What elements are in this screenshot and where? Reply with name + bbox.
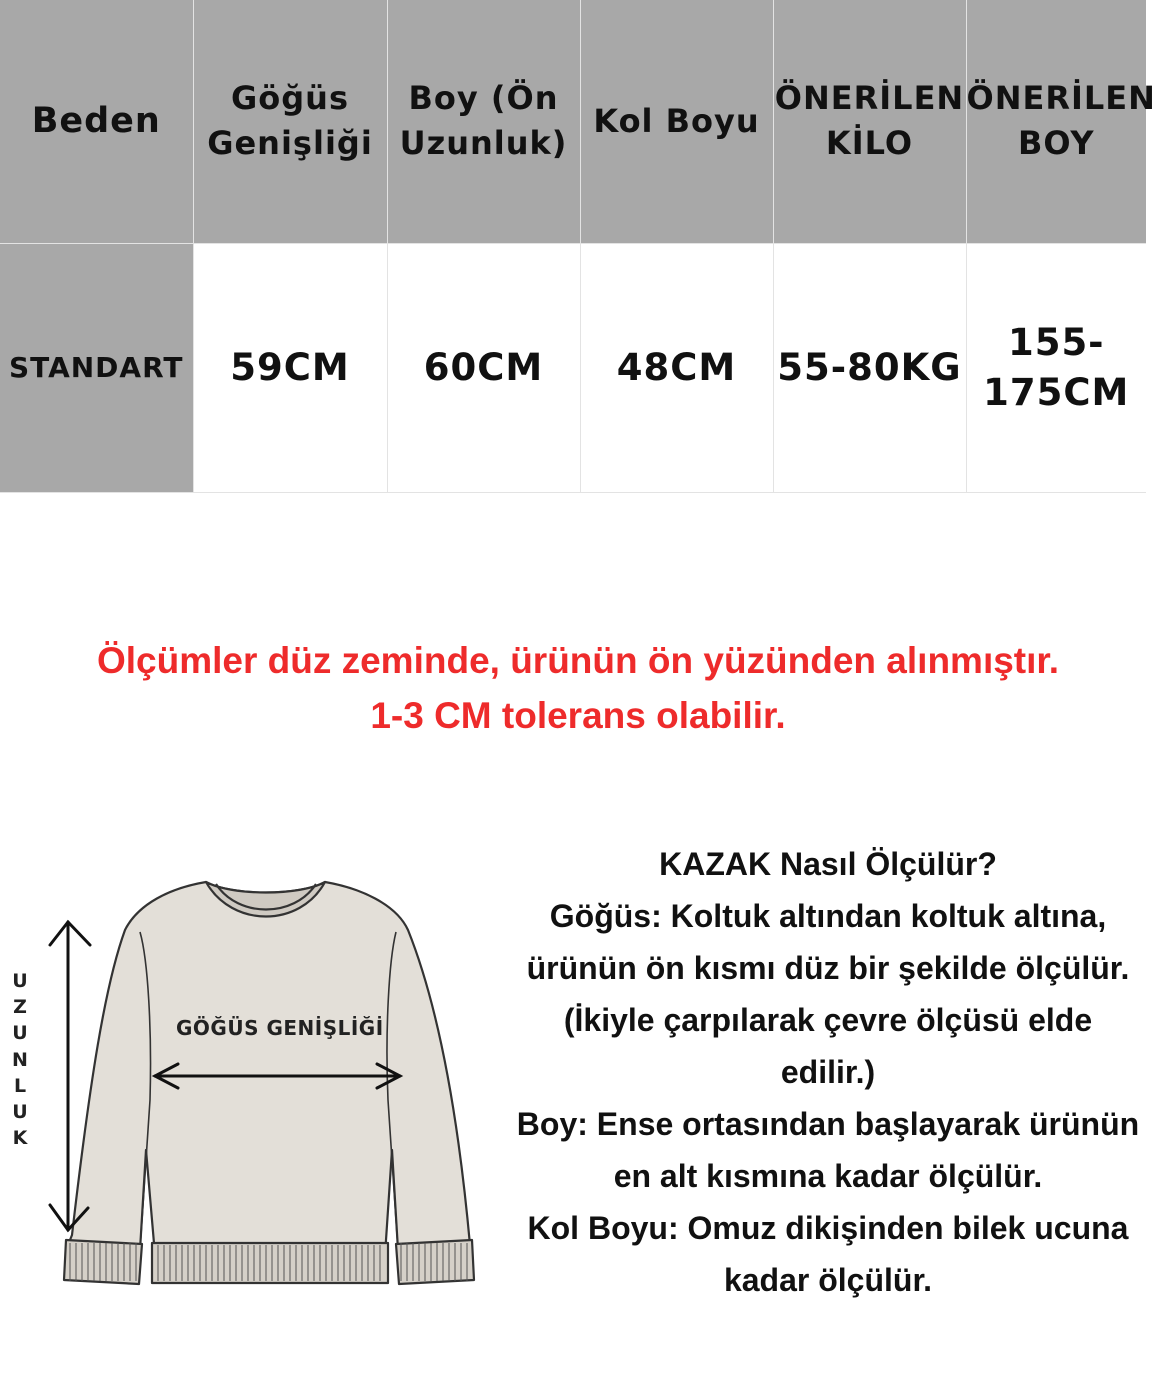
instruction-line: edilir.) [780, 1054, 876, 1090]
vertical-label-letter: U [12, 1022, 28, 1045]
table-header-row [0, 0, 1146, 243]
instruction-line: Boy: Ense ortasından başlayarak ürünün [516, 1106, 1140, 1142]
tolerance-note: 1-3 CM tolerans olabilir. [370, 695, 786, 736]
header-onerilen-boy: ÖNERİLEN BOY [966, 0, 1146, 243]
instruction-line: Kol Boyu: Omuz dikişinden bilek ucuna [527, 1210, 1129, 1246]
header-gogus-genisligi: Göğüs Genişliği [193, 0, 387, 243]
vertical-label-letter: U [12, 1100, 28, 1123]
instruction-line: Göğüs: Koltuk altından koltuk altına, [549, 898, 1107, 934]
chest-width-label: GÖĞÜS GENİŞLİĞİ [176, 1016, 384, 1040]
cell-onerilen-boy: 155- 175CM [966, 243, 1146, 492]
vertical-label-letter: K [12, 1127, 28, 1150]
header-boy: Boy (Ön Uzunluk) [387, 0, 580, 243]
header-beden: Beden [0, 0, 193, 243]
cell-gogus: 59CM [193, 243, 387, 492]
table-row [0, 243, 1146, 492]
measurement-note: Ölçümler düz zeminde, ürünün ön yüzünden alınmıştır. [96, 640, 1060, 681]
vertical-label-letter: Z [13, 996, 27, 1019]
size-table [0, 0, 1156, 493]
vertical-label-letter: U [12, 970, 28, 992]
header-onerilen-kilo: ÖNERİLEN KİLO [773, 0, 966, 243]
measuring-instructions [490, 838, 1156, 1306]
instruction-line: en alt kısmına kadar ölçülür. [613, 1158, 1043, 1194]
instructions-title: KAZAK Nasıl Ölçülür? [659, 846, 997, 882]
instruction-line: (İkiyle çarpılarak çevre ölçüsü elde [563, 1002, 1093, 1038]
instruction-line: kadar ölçülür. [723, 1262, 933, 1298]
sweater-diagram [0, 840, 500, 1310]
length-vertical-label [10, 968, 30, 1151]
vertical-label-letter: L [13, 1074, 27, 1097]
instruction-line: ürünün ön kısmı düz bir şekilde ölçülür. [526, 950, 1130, 986]
header-kol-boyu: Kol Boyu [580, 0, 773, 243]
cell-kilo: 55-80KG [773, 243, 966, 492]
cell-kol-boyu: 48CM [580, 243, 773, 492]
vertical-label-letter: N [12, 1048, 28, 1071]
row-label-standart: STANDART [0, 243, 193, 492]
cell-boy: 60CM [387, 243, 580, 492]
sweater-illustration [64, 882, 474, 1284]
